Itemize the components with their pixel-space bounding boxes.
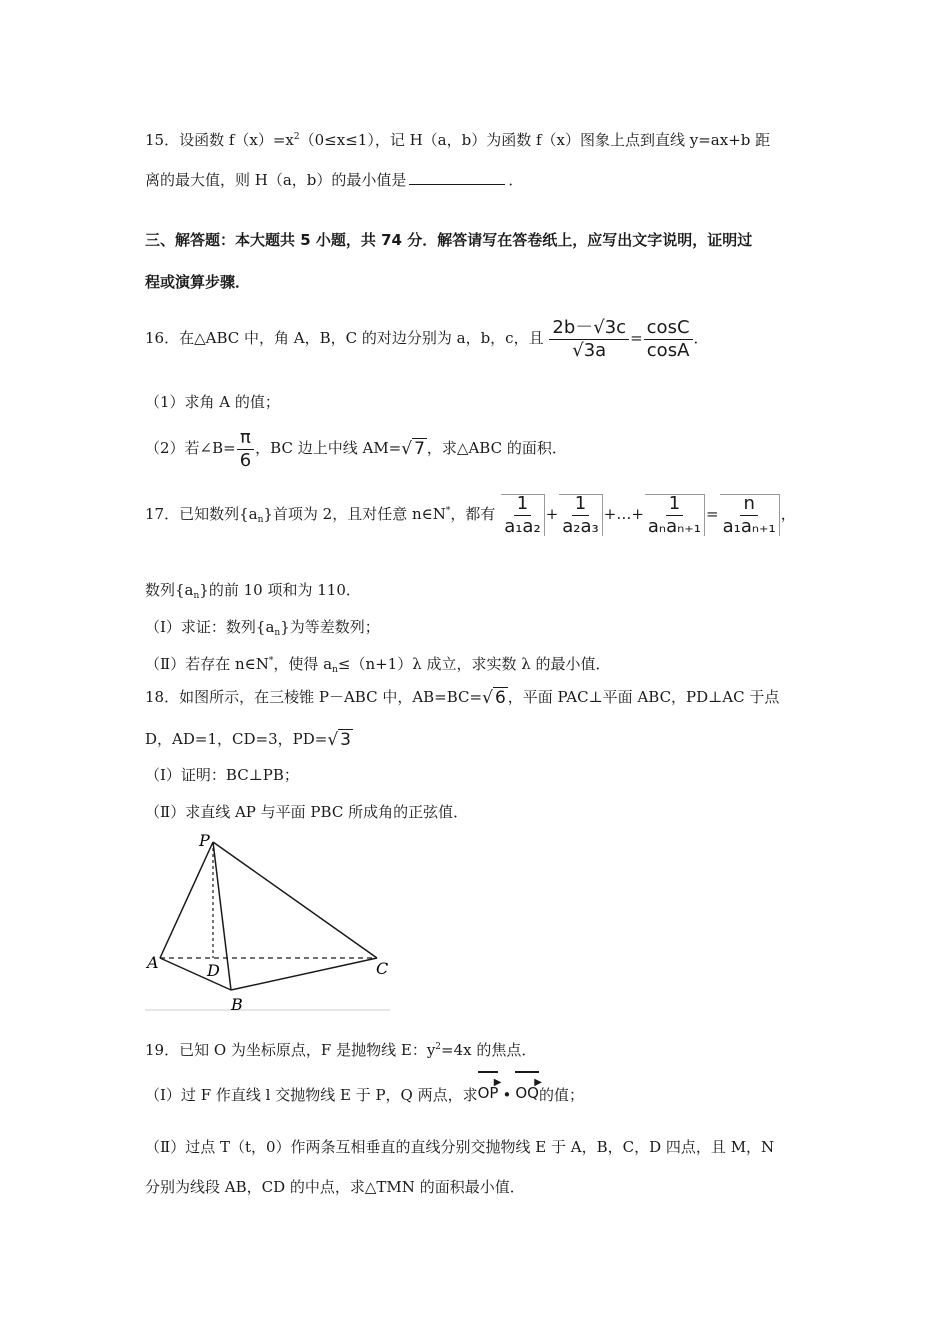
q15-text-c: 离的最大值，则 H（a，b）的最小值是 (145, 171, 407, 189)
q17-term4-den: a₁aₙ₊₁ (722, 516, 776, 537)
q16-part1: （1）求角 A 的值； (145, 393, 280, 411)
q16-pi-over-6 (237, 426, 254, 471)
q17-sub-n: n (257, 515, 264, 525)
q16-frac1-denominator: √3a (572, 339, 607, 361)
q19-part2-line1: （Ⅱ）过点 T（t，0）作两条互相垂直的直线分别交抛物线 E 于 A，B，C，D 四点，且 M，N (145, 1138, 775, 1156)
q16-equals: = (630, 329, 643, 347)
q16-period: ． (693, 329, 709, 347)
q17-term2 (559, 494, 603, 536)
q17-term4-num: n (740, 495, 757, 516)
q15-superscript: 2 (293, 132, 300, 142)
q17-term3-den: aₙaₙ₊₁ (647, 516, 702, 537)
q18-line1 (145, 687, 779, 708)
q18-sqrt3: √ 3 (327, 730, 351, 750)
q17-term1 (501, 494, 545, 536)
answer-blank[interactable] (409, 170, 505, 185)
q16-text-a: 16．在△ABC 中，角 A，B，C 的对边分别为 a，b，c，且 (145, 329, 544, 347)
q16-sqrt7-radicand: 7 (414, 439, 425, 459)
q17-term3-num: 1 (666, 495, 683, 516)
q16-part2-text-a: （2）若∠B= (145, 439, 236, 457)
q17-term3 (645, 494, 705, 536)
vector-OQ-label: OQ (515, 1084, 539, 1102)
q17-part2-c: ≤（n+1）λ 成立，求实数 λ 的最小值． (337, 655, 611, 673)
q16-six: 6 (239, 449, 252, 471)
q18-part1: （Ⅰ）证明：BC⊥PB； (145, 766, 299, 784)
label-P: P (199, 831, 210, 850)
section3-heading-line1: 三、解答题：本大题共 5 小题，共 74 分．解答请写在答卷纸上，应写出文字说明，证明过 (145, 231, 753, 249)
q15-line1 (145, 127, 770, 150)
q17-term2-num: 1 (572, 495, 589, 516)
q18-sqrt6-radicand: 6 (494, 688, 506, 708)
q18-text-a: 18．如图所示，在三棱锥 P－ABC 中，AB=BC= (145, 688, 483, 706)
q17-plus: + (545, 505, 559, 523)
q19-text-a: 19．已知 O 为坐标原点，F 是抛物线 E：y (145, 1041, 436, 1059)
q16-frac2-denominator: cosA (646, 339, 690, 361)
edge-BC (231, 958, 377, 990)
vector-OQ: ▶ OQ (515, 1076, 539, 1110)
q16-frac2-numerator: cosC (644, 319, 693, 340)
q17-comma: ， (780, 505, 796, 523)
q18-line2 (145, 729, 353, 750)
q18-sqrt6: √ 6 (482, 688, 506, 708)
q15-line2 (145, 170, 523, 190)
q16-stem (145, 310, 709, 366)
q18-sqrt3-radicand: 3 (340, 730, 351, 750)
q19-line1 (145, 1037, 536, 1060)
q16-fraction-left (549, 316, 629, 361)
q17-text-c: ，都有 (450, 505, 496, 523)
vector-OP-label: OP (477, 1084, 499, 1102)
section3-heading-line2: 程或演算步骤． (145, 273, 251, 291)
q15-text-a: 15．设函数 f（x）=x (145, 131, 294, 149)
edge-PA (160, 842, 213, 958)
q17-part1-sub: n (274, 628, 281, 638)
q17-part1-a: （Ⅰ）求证：数列{a (145, 618, 275, 636)
q17-line2 (145, 580, 361, 606)
q17-part2-sub: n (332, 665, 338, 675)
q17-part2 (145, 651, 611, 680)
q16-frac1-numerator: 2b－√3c (549, 319, 629, 340)
vector-OP: ▶ OP (478, 1076, 499, 1110)
q15-text-b: （0≤x≤1），记 H（a，b）为函数 f（x）图象上点到直线 y=ax+b 距 (299, 131, 771, 149)
edge-PC (213, 842, 377, 958)
q17-part2-b: ，使得 a (273, 655, 333, 673)
pyramid-figure (145, 830, 390, 1015)
label-A: A (147, 953, 159, 972)
q17-stem (145, 486, 796, 545)
q15-text-d: ． (508, 171, 524, 189)
q17-part2-star: * (268, 656, 274, 666)
q17-term2-den: a₂a₃ (562, 516, 599, 537)
q16-part2 (145, 425, 567, 472)
q17-dots: +…+ (603, 505, 644, 523)
q19-part1-b: 的值； (538, 1086, 584, 1104)
q16-fraction-right (644, 316, 693, 361)
q19-part2-line2: 分别为线段 AB，CD 的中点，求△TMN 的面积最小值． (145, 1178, 525, 1196)
q17-part1 (145, 617, 380, 643)
q19-text-b: =4x 的焦点． (441, 1041, 537, 1059)
q17-part1-b: }为等差数列； (280, 618, 380, 636)
q17-part2-a: （Ⅱ）若存在 n∈N (145, 655, 269, 673)
label-B: B (231, 995, 243, 1014)
q16-part2-text-c: ，求△ABC 的面积． (426, 439, 567, 457)
q17-text-a: 17．已知数列{a (145, 505, 258, 523)
q17-term1-den: a₁a₂ (504, 516, 541, 537)
q17-term4 (720, 494, 780, 536)
q19-sup2: 2 (435, 1042, 442, 1052)
q19-part1 (145, 1078, 584, 1112)
q17-equals: = (706, 505, 719, 523)
edge-AB (160, 958, 231, 990)
q17-term1-num: 1 (514, 495, 531, 516)
q17-line2-sub: n (193, 591, 200, 601)
q19-part1-a: （Ⅰ）过 F 作直线 l 交抛物线 E 于 P，Q 两点，求 (145, 1086, 478, 1104)
label-D: D (207, 961, 220, 980)
q16-pi: π (237, 429, 254, 450)
q17-star: * (445, 506, 451, 516)
q19-dot: • (502, 1086, 512, 1104)
q18-part2: （Ⅱ）求直线 AP 与平面 PBC 所成角的正弦值． (145, 803, 469, 821)
q17-line2-a: 数列{a (145, 581, 194, 599)
q16-sqrt7: √ 7 (401, 439, 425, 459)
q17-line2-b: }的前 10 项和为 110． (199, 581, 361, 599)
q18-text-b: ，平面 PAC⊥平面 ABC，PD⊥AC 于点 (507, 688, 780, 706)
q18-text-c: D，AD=1，CD=3，PD= (145, 730, 328, 748)
label-C: C (376, 959, 389, 978)
q17-text-b: }首项为 2，且对任意 n∈N (263, 505, 446, 523)
q16-part2-text-b: ，BC 边上中线 AM= (255, 439, 402, 457)
